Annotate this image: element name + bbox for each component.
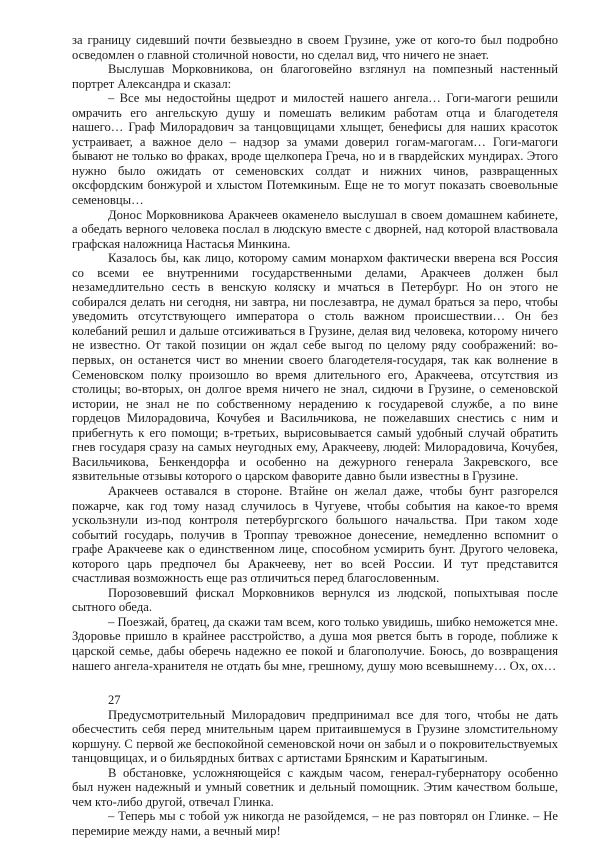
paragraph: Порозовевший фискал Морковников вернулся из людской, попыхтывая после сытного обеда.: [72, 585, 558, 615]
paragraph: В обстановке, усложняющейся с каждым часом, генерал-губернатору особенно был нужен надежный и умный советник и дельный помощник. Этим качеством больше, чем кто-либо другой, отвечал Глинка.: [72, 765, 558, 809]
document-page: [72, 33, 558, 839]
paragraph: Аракчеев оставался в стороне. Втайне он желал даже, чтобы бунт разгорелся пожарче, как год тому назад случилось в Чугуеве, чтобы события на какое-то время ускользнули из-под контроля петербургского большого начальства. При таком ходе событий государь, получив в Троппау тревожное донесение, немедленно вспомнит о графе Аракчееве как о единственном лице, способном усмирить бунт. Другого человека, которого царь предпочел бы Аракчееву, нет во всей России. И тут представится счастливая возможность еще раз отличиться перед благословенным.: [72, 483, 558, 586]
paragraph: – Поезжай, братец, да скажи там всем, кого только увидишь, шибко неможется мне. Здоровье пришло в крайнее расстройство, а душа моя рвется быть в городе, поближе к царской семье, дабы оберечь надежно ее покой и благополучие. Боюсь, до возвращения нашего ангела-хранителя не отдать бы мне, грешному, душу мою всевышнему… Ох, ох…: [72, 614, 558, 673]
chapter-number: 27: [108, 693, 121, 708]
paragraph: – Все мы недостойны щедрот и милостей нашего ангела… Гоги-магоги решили омрачить его ангельскую душу и помешать великим работам отца и благодетеля нашего… Граф Милорадович за танцовщицами хлыщет, бенефисы для наших красоток устраивает, а важное дело – надзор за умами доверил гогам-магогам… Гоги-магоги бывают не только во фраках, вроде щелкопера Греча, но и в гвардейских мундирах. Этого нужно было ожидать от семеновских солдат и нижних чинов, развращенных оксфордским бонжурой и хлыстом Потемкиным. Еще не то могут показать своевольные семеновцы…: [72, 91, 558, 208]
spacer: [72, 673, 558, 693]
paragraph: Предусмотрительный Милорадович предпринимал все для того, чтобы не дать обесчестить себя перед мнительным царем притаившемуся в Грузине зломстительному коршуну. С первой же беспокойной семеновской ночи он забыл и о покровительствуемых танцовщицах, и о бильярдных битвах с артистами Брянским и Каратыгиным.: [72, 707, 558, 766]
paragraph: за границу сидевший почти безвыездно в своем Грузине, уже от кого-то был подробно осведомлен о главной столичной новости, но сделал вид, что ничего не знает.: [72, 33, 558, 62]
paragraph: Выслушав Морковникова, он благоговейно взглянул на помпезный настенный портрет Александра и сказал:: [72, 62, 558, 91]
paragraph: – Теперь мы с тобой уж никогда не разойдемся, – не раз повторял он Глинке. – Не перемирие между нами, а вечный мир!: [72, 809, 558, 838]
paragraph: Казалось бы, как лицо, которому самим монархом фактически вверена вся Россия со всеми ее внутренними государственными делами, Аракчеев должен был незамедлительно сесть в венскую коляску и мчаться в Петербург. Но он этого не собирался делать ни сегодня, ни завтра, ни послезавтра, не думал браться за перо, чтобы уведомить отсутствующего императора о столь важном происшествии… Он без колебаний решил и дальше отсиживаться в Грузине, делая вид человека, которому ничего не известно. От такой позиции он ждал себе выгод по целому ряду соображений: во-первых, он останется чист во мнении своего благодетеля-государя, так как волнение в Семеновском полку произошло во время длительного его, Аракчеева, отсутствия из столицы; во-вторых, он долгое время ничего не знал, сидючи в Грузине, о семеновской истории, не знал не по собственному нерадению к государевой службе, а по вине гордецов Милорадовича, Кочубея и Васильчикова, не пожелавших снестись с ним и прибегнуть к его помощи; в-третьих, вырисовывается самый удобный случай обратить гнев государя сразу на самых неугодных ему, Аракчееву, людей: Милорадовича, Кочубея, Васильчикова, Бенкендорфа и особенно на дежурного генерала Закревского, все язвительные отзывы которого о царском фаворите давно были известны в Грузине.: [72, 251, 558, 484]
paragraph: Донос Морковникова Аракчеев окаменело выслушал в своем домашнем кабинете, а обедать верного человека послал в людскую вместе с дворней, над которой властвовала графская наложница Настасья Минкина.: [72, 207, 558, 251]
